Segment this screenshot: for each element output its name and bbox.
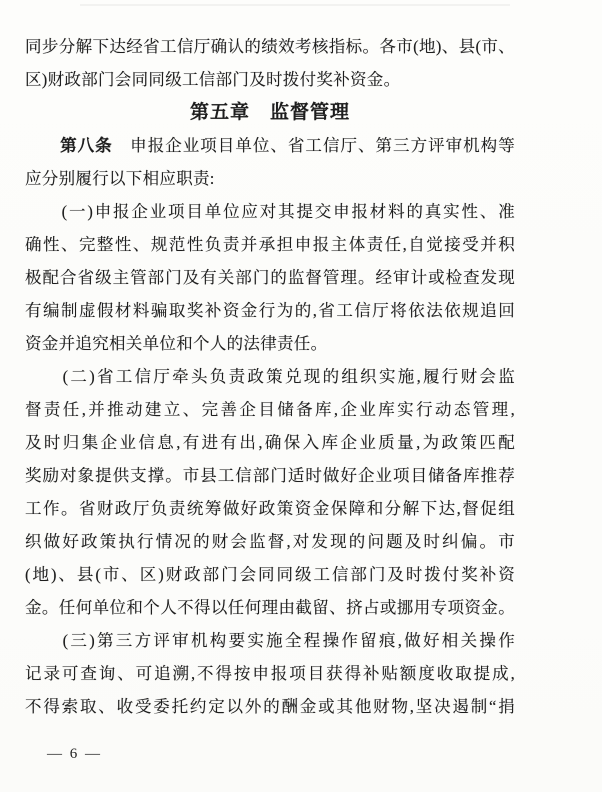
text-segment: (地)、县(市、区)财政部门会同同级工信部门及时拨付奖补资 bbox=[25, 565, 515, 584]
text-line bbox=[25, 360, 515, 393]
text-segment: (二)省工信厅牵头负责政策兑现的组织实施,履行财会监 bbox=[25, 367, 515, 386]
text-segment: 极配合省级主管部门及有关部门的监督管理。经审计或检查发现 bbox=[25, 268, 515, 287]
text-line bbox=[25, 30, 515, 63]
text-segment: 不得索取、收受委托约定以外的酬金或其他财物,坚决遏制“捐 bbox=[25, 697, 515, 716]
text-line bbox=[25, 63, 515, 96]
text-segment: 金。任何单位和个人不得以任何理由截留、挤占或挪用专项资金。 bbox=[25, 598, 515, 617]
text-line bbox=[25, 327, 515, 360]
text-line bbox=[25, 162, 515, 195]
text-segment: 及时归集企业信息,有进有出,确保入库企业质量,为政策匹配 bbox=[25, 433, 515, 452]
text-line bbox=[25, 261, 515, 294]
text-line bbox=[25, 525, 515, 558]
text-line bbox=[25, 657, 515, 690]
text-line bbox=[25, 624, 515, 657]
text-segment: 区)财政部门会同同级工信部门及时拨付奖补资金。 bbox=[25, 70, 401, 89]
text-segment: 奖励对象提供支撑。市县工信部门适时做好企业项目储备库推荐 bbox=[25, 466, 515, 485]
text-segment: 工作。省财政厅负责统筹做好政策资金保障和分解下达,督促组 bbox=[25, 499, 515, 518]
scan-artifact bbox=[80, 4, 510, 6]
text-segment: 织做好政策执行情况的财会监督,对发现的问题及时纠偏。市 bbox=[25, 532, 515, 551]
text-segment: 记录可查询、可追溯,不得按申报项目获得补贴额度收取提成, bbox=[25, 664, 515, 683]
text-line bbox=[25, 228, 515, 261]
text-line bbox=[25, 393, 515, 426]
text-line bbox=[25, 459, 515, 492]
text-line bbox=[25, 690, 515, 723]
text-segment: (三)第三方评审机构要实施全程操作留痕,做好相关操作 bbox=[25, 631, 515, 650]
text-line bbox=[25, 426, 515, 459]
text-segment: 同步分解下达经省工信厅确认的绩效考核指标。各市(地)、县(市、 bbox=[25, 37, 515, 56]
text-line bbox=[25, 558, 515, 591]
text-line bbox=[25, 195, 515, 228]
text-segment bbox=[25, 136, 60, 155]
bold-article-label: 第八条 bbox=[60, 137, 113, 155]
text-line bbox=[25, 492, 515, 525]
document-lines bbox=[25, 30, 515, 723]
text-segment: 申报企业项目单位、省工信厅、第三方评审机构等 bbox=[112, 136, 515, 155]
text-segment: 确性、完整性、规范性负责并承担申报主体责任,自觉接受并积 bbox=[25, 235, 515, 254]
text-segment: 资金并追究相关单位和个人的法律责任。 bbox=[25, 334, 328, 353]
text-line bbox=[25, 129, 515, 162]
page-number: — 6 — bbox=[47, 746, 102, 762]
text-segment: 督责任,并推动建立、完善企目储备库,企业库实行动态管理, bbox=[25, 400, 515, 419]
text-line bbox=[25, 591, 515, 624]
text-segment: 第五章 监督管理 bbox=[189, 102, 350, 123]
text-line bbox=[25, 294, 515, 327]
section-heading bbox=[25, 96, 515, 129]
text-segment: (一)申报企业项目单位应对其提交申报材料的真实性、准 bbox=[25, 202, 515, 221]
text-segment: 应分别履行以下相应职责: bbox=[25, 169, 215, 188]
text-segment: 有编制虚假材料骗取奖补资金行为的,省工信厅将依法依规追回 bbox=[25, 301, 515, 320]
